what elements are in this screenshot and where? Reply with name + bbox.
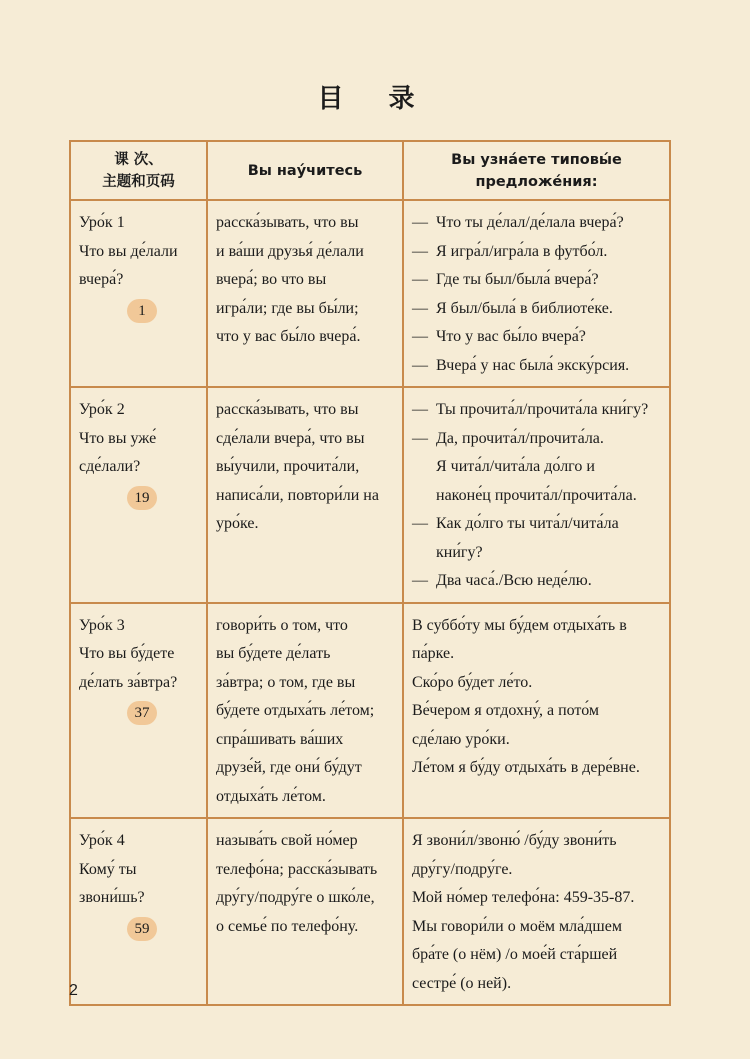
phrase-line <box>412 970 661 999</box>
phrase-text: Ле́том я бу́ду отдыха́ть в дере́вне. <box>412 759 640 776</box>
header-skills: Вы нау́читесь <box>207 141 403 200</box>
phrase-line <box>412 323 661 352</box>
phrase-line <box>412 482 661 511</box>
phrase-text: Как до́лго ты чита́л/чита́ла <box>436 515 619 532</box>
phrase-line <box>412 697 661 726</box>
dash-mark: — <box>412 299 428 317</box>
dash-mark: — <box>412 328 428 345</box>
dash-mark: — <box>412 429 428 447</box>
skill-line: и ва́ши друзья́ де́лали <box>216 242 364 260</box>
lesson-phrases-cell <box>403 818 670 1005</box>
phrase-line <box>412 539 661 568</box>
skill-line: друзе́й, где они́ бу́дут <box>216 759 362 776</box>
dash-mark: — <box>412 356 428 374</box>
phrase-text: бра́те (о нём) /о мое́й ста́ршей <box>412 946 618 963</box>
header-lesson: 课 次、 主题和页码 <box>70 141 207 200</box>
phrase-text: Я чита́л/чита́ла до́лго и <box>436 458 595 475</box>
phrase-text: дру́гу/подру́ге. <box>412 860 513 878</box>
lesson-skills-cell <box>207 387 403 603</box>
phrase-line <box>412 209 661 238</box>
lesson-title-line: вчера́? <box>79 271 124 288</box>
phrase-text: сестре́ (о ней). <box>412 974 512 992</box>
phrase-line <box>412 425 661 454</box>
lesson-page-badge[interactable]: 19 <box>127 486 157 510</box>
lesson-title-line: де́лать за́втра? <box>79 673 178 691</box>
lesson-title-line: Уро́к 1 <box>79 214 125 231</box>
skill-line: уро́ке. <box>216 515 259 532</box>
lesson-title-cell <box>70 200 207 387</box>
skill-line: игра́ли; где вы бы́ли; <box>216 299 359 317</box>
skill-line: телефо́на; расска́зывать <box>216 860 378 878</box>
phrase-line <box>412 352 661 381</box>
lesson-title-cell <box>70 387 207 603</box>
dash-mark: — <box>412 214 428 231</box>
lesson-title-line: сде́лали? <box>79 458 141 475</box>
lesson-page-badge[interactable]: 59 <box>127 917 157 941</box>
lesson-title-cell <box>70 603 207 819</box>
phrase-line <box>412 567 661 596</box>
table-header-row <box>70 141 670 200</box>
phrase-text: Я игра́л/игра́ла в футбо́л. <box>436 242 608 260</box>
dash-mark: — <box>412 242 428 260</box>
lesson-title-line: Что вы де́лали <box>79 242 178 260</box>
page-number: 2 <box>69 982 78 999</box>
phrase-line <box>412 754 661 783</box>
skill-line: спра́шивать ва́ших <box>216 730 344 748</box>
lesson-title-line: Что вы бу́дете <box>79 645 175 662</box>
lesson-page-badge[interactable]: 1 <box>127 299 157 323</box>
phrase-line <box>412 941 661 970</box>
skill-line: называ́ть свой но́мер <box>216 832 358 849</box>
phrase-text: сде́лаю уро́ки. <box>412 730 510 748</box>
dash-mark: — <box>412 515 428 532</box>
skill-line: сде́лали вчера́, что вы <box>216 429 365 447</box>
phrase-text: Ты прочита́л/прочита́ла кни́гу? <box>436 401 649 418</box>
phrase-line <box>412 295 661 324</box>
lesson-title-line: Уро́к 3 <box>79 616 125 634</box>
lesson-title-line: Что вы уже́ <box>79 429 157 447</box>
phrase-line <box>412 726 661 755</box>
lesson-skills-cell <box>207 603 403 819</box>
phrase-text: Мы говори́ли о моём мла́дшем <box>412 917 622 935</box>
lesson-title-line: Уро́к 4 <box>79 832 125 849</box>
skill-line: вы бу́дете де́лать <box>216 645 331 662</box>
phrase-text: Где ты был/была́ вчера́? <box>436 271 599 288</box>
phrase-text: па́рке. <box>412 645 455 662</box>
lesson-title-line: Уро́к 2 <box>79 401 125 418</box>
dash-mark: — <box>412 572 428 589</box>
phrase-line <box>412 884 661 913</box>
phrase-line <box>412 913 661 942</box>
skill-line: дру́гу/подру́ге о шко́ле, <box>216 889 375 906</box>
dash-mark: — <box>412 401 428 418</box>
phrase-text: Мой но́мер телефо́на: 459-35-87. <box>412 889 635 906</box>
skill-line: бу́дете отдыха́ть ле́том; <box>216 702 375 719</box>
skill-line: говори́ть о том, что <box>216 616 348 634</box>
phrase-text: наконе́ц прочита́л/прочита́ла. <box>436 486 637 504</box>
table-row <box>70 387 670 603</box>
phrase-line <box>412 453 661 482</box>
phrase-line <box>412 669 661 698</box>
lesson-skills-cell <box>207 200 403 387</box>
lesson-phrases-cell <box>403 387 670 603</box>
header-phrases: Вы узна́ете типовы́е предложе́ния: <box>403 141 670 200</box>
phrase-line <box>412 827 661 856</box>
phrase-line <box>412 640 661 669</box>
lesson-title-cell <box>70 818 207 1005</box>
page-title: 目 录 <box>317 84 433 114</box>
phrase-text: Два часа́./Всю неде́лю. <box>436 572 592 589</box>
skill-line: написа́ли, повтори́ли на <box>216 486 379 504</box>
skill-line: за́втра; о том, где вы <box>216 673 356 691</box>
phrase-line <box>412 612 661 641</box>
table-row <box>70 818 670 1005</box>
skill-line: расска́зывать, что вы <box>216 401 359 418</box>
lesson-phrases-cell <box>403 200 670 387</box>
skill-line: что у вас бы́ло вчера́. <box>216 328 361 345</box>
skill-line: отдыха́ть ле́том. <box>216 787 326 805</box>
table-row <box>70 200 670 387</box>
lesson-title-line: звони́шь? <box>79 889 145 906</box>
phrase-text: Да, прочита́л/прочита́ла. <box>436 429 604 447</box>
phrase-text: Ско́ро бу́дет ле́то. <box>412 673 533 691</box>
phrase-text: Я звони́л/звоню́ /бу́ду звони́ть <box>412 832 617 849</box>
phrase-text: Вчера́ у нас была́ экску́рсия. <box>436 356 630 374</box>
phrase-line <box>412 510 661 539</box>
lesson-page-badge[interactable]: 37 <box>127 701 157 725</box>
phrase-text: Ве́чером я отдохну́, а пото́м <box>412 702 600 719</box>
contents-table <box>69 140 671 1006</box>
skill-line: вчера́; во что вы <box>216 271 327 288</box>
phrase-text: Что ты де́лал/де́лала вчера́? <box>436 214 624 231</box>
phrase-text: Я был/была́ в библиоте́ке. <box>436 299 613 317</box>
phrase-text: В суббо́ту мы бу́дем отдыха́ть в <box>412 616 627 634</box>
lesson-skills-cell <box>207 818 403 1005</box>
phrase-line <box>412 396 661 425</box>
phrase-text: Что у вас бы́ло вчера́? <box>436 328 586 345</box>
skill-line: вы́учили, прочита́ли, <box>216 458 360 475</box>
phrase-line <box>412 266 661 295</box>
lesson-phrases-cell <box>403 603 670 819</box>
dash-mark: — <box>412 271 428 288</box>
phrase-line <box>412 238 661 267</box>
skill-line: расска́зывать, что вы <box>216 214 359 231</box>
phrase-line <box>412 856 661 885</box>
table-row <box>70 603 670 819</box>
skill-line: о семье́ по телефо́ну. <box>216 917 359 935</box>
phrase-text: кни́гу? <box>436 543 483 561</box>
lesson-title-line: Кому́ ты <box>79 860 137 878</box>
